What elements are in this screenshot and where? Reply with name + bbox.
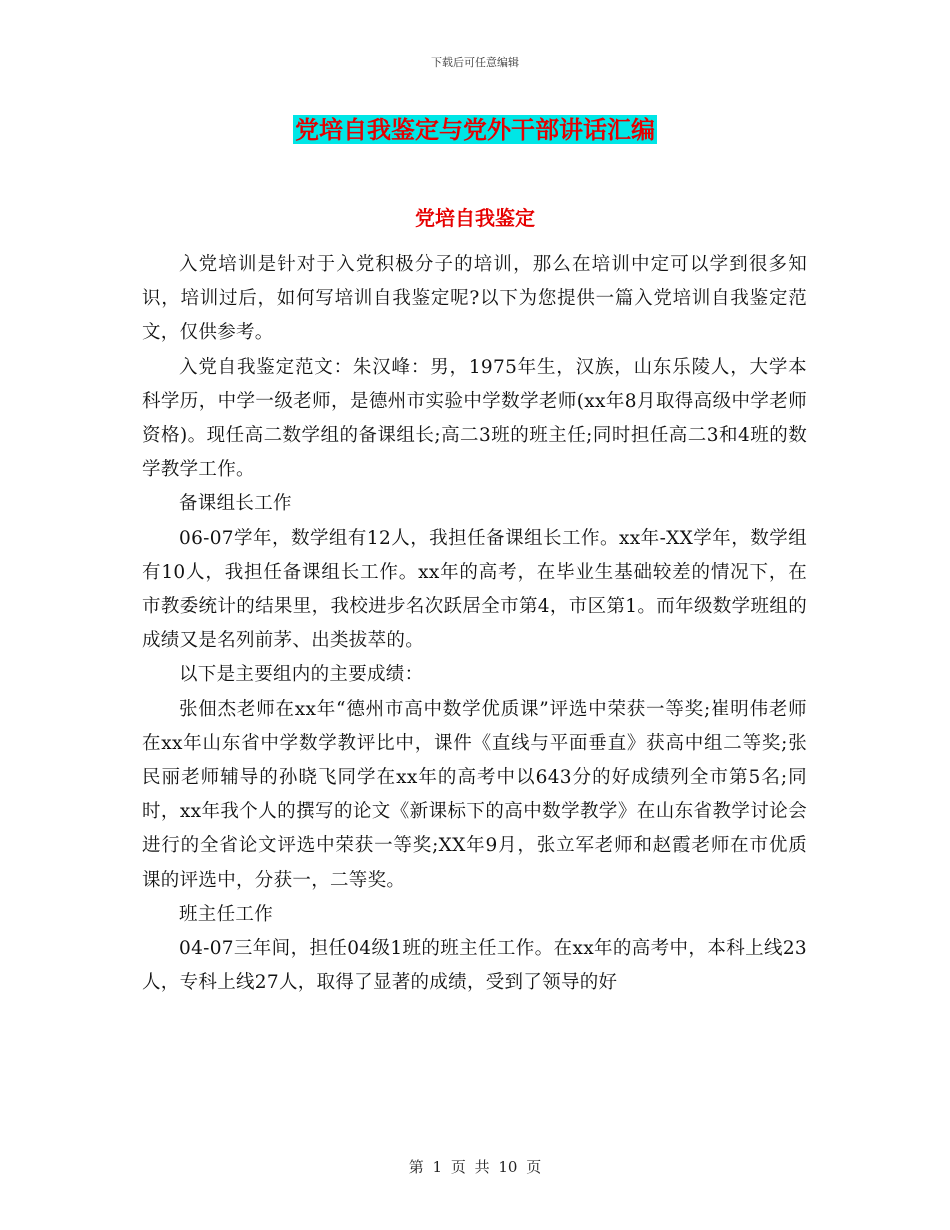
subheading-lesson-group: 备课组长工作 [179,493,292,515]
paragraph-intro: 入党培训是针对于入党积极分子的培训，那么在培训中定可以学到很多知识，培训过后，如何写培训自我鉴定呢?以下为您提供一篇入党培训自我鉴定范文，仅供参考。 [142,254,807,344]
subheading-class-teacher: 班主任工作 [179,903,274,925]
paragraph-profile: 入党自我鉴定范文：朱汉峰：男，1975年生，汉族，山东乐陵人，大学本科学历，中学一级老师，是德州市实验中学数学老师(xx年8月取得高级中学老师资格)。现任高二数学组的备课组长;高二3班的班主任;同时担任高二3和4班的数学教学工作。 [142,356,807,481]
paragraph-class-teacher: 04-07三年间，担任04级1班的班主任工作。在xx年的高考中，本科上线23人，专科上线27人，取得了显著的成绩，受到了领导的好 [142,938,807,994]
paragraph-lesson-group: 06-07学年，数学组有12人，我担任备课组长工作。xx年-XX学年，数学组有10人，我担任备课组长工作。xx年的高考，在毕业生基础较差的情况下，在市教委统计的结果里，我校进步名次跃居全市第4，市区第1。而年级数学班组的成绩又是名列前茅、出类拔萃的。 [142,527,807,652]
document-title-text: 党培自我鉴定与党外干部讲话汇编 [295,115,655,144]
page-number: 第 1 页 共 10 页 [408,1158,542,1176]
paragraph-achievements-intro: 以下是主要组内的主要成绩： [179,664,424,686]
document-title [0,113,950,147]
section-title: 党培自我鉴定 [415,206,535,230]
paragraph-achievements: 张佃杰老师在xx年“德州市高中数学优质课”评选中荣获一等奖;崔明伟老师在xx年山东省中学数学教评比中，课件《直线与平面垂直》获高中组二等奖;张民丽老师辅导的孙晓飞同学在xx年的高考中以643分的好成绩列全市第5名;同时，xx年我个人的撰写的论文《新课标下的高中数学教学》在山东省教学讨论会进行的全省论文评选中荣获一等奖;XX年9月，张立军老师和赵霞老师在市优质课的评选中，分获一，二等奖。 [142,698,807,891]
header-note: 下载后可任意编辑 [431,56,519,69]
document-body [142,248,807,1000]
